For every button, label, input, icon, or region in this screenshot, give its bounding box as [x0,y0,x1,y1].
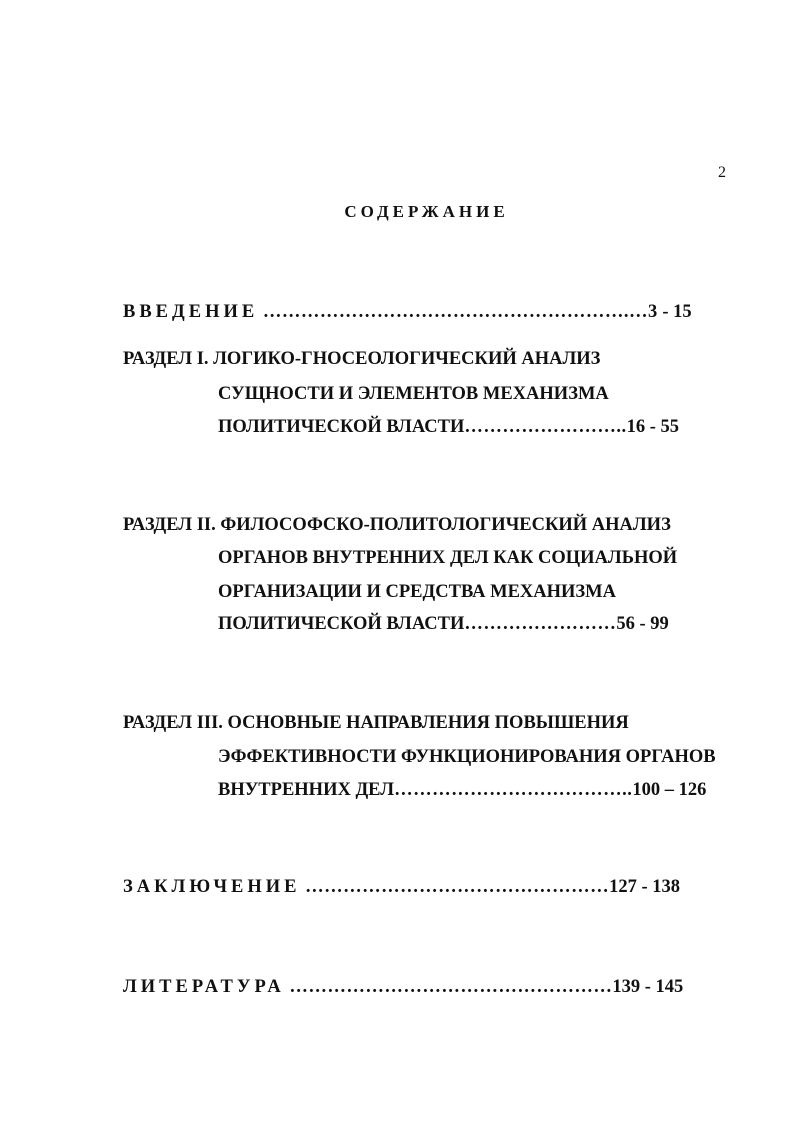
toc-section2-pages: 56 - 99 [616,614,669,634]
toc-section3-dots: ……………………………….. [394,780,633,800]
toc-section1-line2: СУЩНОСТИ И ЭЛЕМЕНТОВ МЕХАНИЗМА [218,384,609,404]
toc-entry-conclusion [123,876,680,898]
toc-section2-title-end: ПОЛИТИЧЕСКОЙ ВЛАСТИ [218,614,465,634]
toc-section1-line1: РАЗДЕЛ I. ЛОГИКО-ГНОСЕОЛОГИЧЕСКИЙ АНАЛИЗ [123,349,601,369]
toc-section3-line1: РАЗДЕЛ III. ОСНОВНЫЕ НАПРАВЛЕНИЯ ПОВЫШЕНИЯ [123,713,629,733]
toc-section2-line1: РАЗДЕЛ II. ФИЛОСОФСКО-ПОЛИТОЛОГИЧЕСКИЙ АНАЛИЗ [123,515,671,535]
toc-literature-dots: …………………………………………… [289,977,613,997]
toc-section1-dots: …………………….. [464,417,627,437]
toc-section2-line4 [218,613,669,635]
toc-section1-title-end: ПОЛИТИЧЕСКОЙ ВЛАСТИ [218,417,465,437]
toc-section2-dots: …………………… [464,614,617,634]
toc-section3-title-end: ВНУТРЕННИХ ДЕЛ [218,780,395,800]
toc-section2-line2: ОРГАНОВ ВНУТРЕННИХ ДЕЛ КАК СОЦИАЛЬНОЙ [218,548,678,568]
toc-literature-label: ЛИТЕРАТУРА [123,977,285,997]
toc-section3-line2: ЭФФЕКТИВНОСТИ ФУНКЦИОНИРОВАНИЯ ОРГАНОВ [218,747,716,767]
toc-conclusion-pages: 127 - 138 [609,877,681,897]
page-number: 2 [718,164,726,181]
toc-conclusion-label: ЗАКЛЮЧЕНИЕ [123,877,301,897]
toc-section3-pages: 100 – 126 [632,780,707,800]
toc-section1-pages: 16 - 55 [626,417,680,437]
toc-intro-pages: - 15 [657,302,692,322]
toc-section3-line3 [218,779,706,801]
page-title: СОДЕРЖАНИЕ [344,202,509,221]
toc-section1-line3 [218,416,679,438]
toc-intro-label: ВВЕДЕНИЕ [123,302,259,322]
toc-literature-pages: 139 - 145 [612,977,684,997]
toc-intro-dots: ………………………………………………….…3 [262,302,658,322]
toc-conclusion-dots: ………………………………………… [305,877,610,897]
toc-entry-literature [123,976,683,998]
toc-entry-intro [123,301,692,323]
toc-section2-line3: ОРГАНИЗАЦИИ И СРЕДСТВА МЕХАНИЗМА [218,582,616,602]
